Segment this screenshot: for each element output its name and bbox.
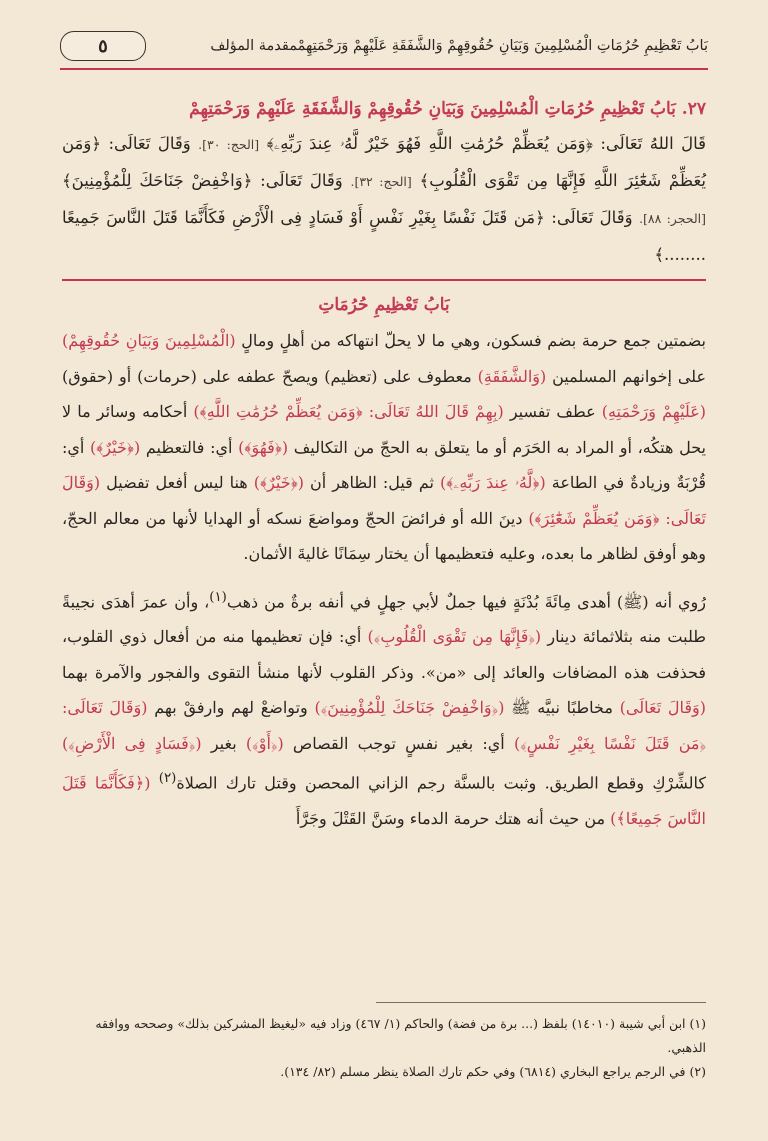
page-number: ٥ <box>60 31 146 61</box>
section-divider <box>62 279 706 281</box>
text-run: أي: فإن تعظيمها منه من أفعال ذوي القلوب، فحذفت هذه المضافات والعائد إلى «من». وذكر القلوب لأنها منشأ التقوى والفجور والآمرة بهما <box>62 627 706 682</box>
verse-2: وَقَالَ تَعَالَى: ﴿وَمَن يُعَظِّمْ شَعَٰٓئِرَ اللَّهِ فَإِنَّهَا مِن تَقْوَى الْقُلُوبِ﴾ <box>62 134 707 190</box>
footnote-marker-1[interactable]: (١) <box>209 589 227 605</box>
text-run: بغير <box>201 733 246 753</box>
text-run: رُوي أنه (ﷺ) أهدى مِائَةَ بُدْنَةٍ فيها جملٌ لأبي جهلٍ في أنفه برةٌ من ذهب <box>226 591 707 611</box>
text-run: وتواضعْ لهم وارفقْ بهم <box>147 698 315 718</box>
highlighted-phrase: (﴿أَوْ﴾) <box>245 733 284 753</box>
text-run: مخاطبًا نبيَّه ﷺ <box>504 698 620 718</box>
text-run: عطف تفسير <box>503 402 602 421</box>
footnotes <box>62 1012 706 1084</box>
highlighted-phrase: (﴿خَيْرٌ﴾) <box>90 437 141 457</box>
commentary-subheading: بَابُ تَعْظِيمِ حُرُمَاتِ <box>318 295 450 315</box>
highlighted-phrase: (﴿فَإِنَّهَا مِن تَقْوَى الْقُلُوبِ﴾) <box>367 627 542 647</box>
footnote-divider <box>376 1002 706 1003</box>
commentary-paragraph-1 <box>62 323 706 572</box>
verse-1-ref: [الحج: ٣٠]. <box>198 137 260 152</box>
highlighted-phrase: (بِهِمْ قَالَ اللهُ تَعَالَى: ﴿وَمَن يُعَظِّمْ حُرُمَٰتِ اللَّهِ﴾) <box>193 402 504 421</box>
highlighted-phrase: (وَقَالَ تَعَالَى: ﴿وَمَن يُعَظِّمْ شَعَٰٓئِرَ﴾) <box>62 473 707 528</box>
footnote-marker-2[interactable]: (٢) <box>158 771 177 787</box>
text-run: معطوف على (تعظيم) ويصحّ عطفه على (حرمات) أو (حقوق) <box>62 366 478 386</box>
text-run: أي: بغير نفسٍ توجب القصاص <box>283 733 514 753</box>
running-header <box>60 26 708 66</box>
verse-2-ref: [الحج: ٣٢]. <box>350 174 412 189</box>
main-content <box>62 92 706 837</box>
highlighted-phrase: (وَقَالَ تَعَالَى) <box>619 698 706 718</box>
verse-3-ref: [الحجر: ٨٨]. <box>639 211 706 226</box>
text-run: بضمتين جمع حرمة بضم فسكون، وهي ما لا يحلّ انتهاكه من أهلٍ ومالٍ <box>235 331 706 350</box>
text-run <box>150 774 158 793</box>
text-run: أي: فالتعظيم <box>140 437 239 457</box>
commentary-paragraph-2 <box>62 580 706 837</box>
highlighted-phrase: (وَالشَّفَقَةِ) <box>477 366 547 386</box>
text-run: هنا ليس أفعل تفضيل <box>100 473 254 492</box>
highlighted-phrase: (﴿خَيْرٌ﴾) <box>253 473 304 492</box>
running-header-title: بَابُ تَعْظِيمِ حُرُمَاتِ الْمُسْلِمِينَ وَبَيَانِ حُقُوقِهِمْ وَالشَّفَقَةِ عَلَيْهِمْ وَرَحْمَتِهِمْمقدمة المؤلف <box>210 38 708 54</box>
text-run: كالشِّرْكِ وقطع الطريق. وثبت بالسنَّة رجم الزاني المحصن وقتل تارك الصلاة <box>176 773 707 793</box>
verse-block <box>62 126 706 273</box>
verse-3: وَقَالَ تَعَالَى: ﴿وَاخْفِضْ جَنَاحَكَ لِلْمُؤْمِنِينَ﴾ <box>62 171 343 190</box>
footnote-1: (١) ابن أبي شيبة (١٤٠١٠) بلفظ (... برة من فضة) والحاكم (١/ ٤٦٧) وزاد فيه «ليغيظ المشركين بذلك» وصححه ووافقه الذهبي. <box>95 1016 706 1055</box>
verse-4: وَقَالَ تَعَالَى: ﴿مَن قَتَلَ نَفْسًا بِغَيْرِ نَفْسٍ أَوْ فَسَادٍ فِى الْأَرْضِ فَكَأَنَّمَا قَتَلَ النَّاسَ جَمِيعًا ........﴾ <box>62 208 706 264</box>
highlighted-phrase: (عَلَيْهِمْ وَرَحْمَتِهِ) <box>601 402 706 421</box>
highlighted-phrase: (وَقَالَ تَعَالَى: ﴿مَن قَتَلَ نَفْسًا بِغَيْرِ نَفْسٍ﴾) <box>62 698 707 753</box>
text-run: أحكامه وسائر ما لا يحل هتكُه، أو المراد به الحَرَم أو ما يتعلق به الحجّ من التكاليف <box>62 402 706 457</box>
text-run: من حيث أنه هتك حرمة الدماء وسَنَّ القَتْلَ وجَرَّأَ <box>295 809 611 829</box>
chapter-title: ٢٧. بَابُ تَعْظِيمِ حُرُمَاتِ الْمُسْلِمِينَ وَبَيَانِ حُقُوقِهِمْ وَالشَّفَقَةِ عَلَيْهِمْ وَرَحْمَتِهِمْ <box>189 99 706 119</box>
footnote-2: (٢) في الرجم يراجع البخاري (٦٨١٤) وفي حكم تارك الصلاة ينظر مسلم (٨٢/ ١٣٤). <box>280 1064 706 1079</box>
highlighted-phrase: (﴿فَسَادٍ فِى الْأَرْضِ﴾) <box>62 733 202 753</box>
text-run: أي: قُرْبَةٌ وزيادةٌ في الطاعة <box>62 437 707 492</box>
highlighted-phrase: (﴿فَكَأَنَّمَا قَتَلَ النَّاسَ جَمِيعًا﴾) <box>62 773 706 829</box>
highlighted-phrase: (الْمُسْلِمِينَ وَبَيَانِ حُقُوقِهِمْ) <box>62 331 236 350</box>
verse-1: قَالَ اللهُ تَعَالَى: ﴿وَمَن يُعَظِّمْ حُرُمَٰتِ اللَّهِ فَهُوَ خَيْرٌ لَّهُۥ عِندَ رَبِّهِۦ﴾ <box>266 134 707 153</box>
header-divider <box>60 68 708 70</box>
text-run: ثم قيل: الظاهر أن <box>303 473 440 492</box>
highlighted-phrase: (﴿فَهُوَ﴾) <box>238 437 289 457</box>
highlighted-phrase: (﴿وَاخْفِضْ جَنَاحَكَ لِلْمُؤْمِنِينَ﴾) <box>314 698 505 718</box>
text-run: على إخوانهم المسلمين <box>546 366 707 386</box>
text-run: دينَ الله أو فرائضَ الحجّ ومواضعَ نسكه أو الهدايا لأنها من معالم الحجّ، وهو أوفق لظاهر ما بعده، وعليه فتعظيمها أن يختار سِمَانًا غاليةَ الأثمان. <box>62 508 706 563</box>
text-run: ، وأن عمرَ أهدَى نجيبةً طلبت منه بثلاثمائة دينار <box>62 591 706 647</box>
highlighted-phrase: (﴿لَّهُۥ عِندَ رَبِّهِۦ﴾) <box>439 473 546 492</box>
